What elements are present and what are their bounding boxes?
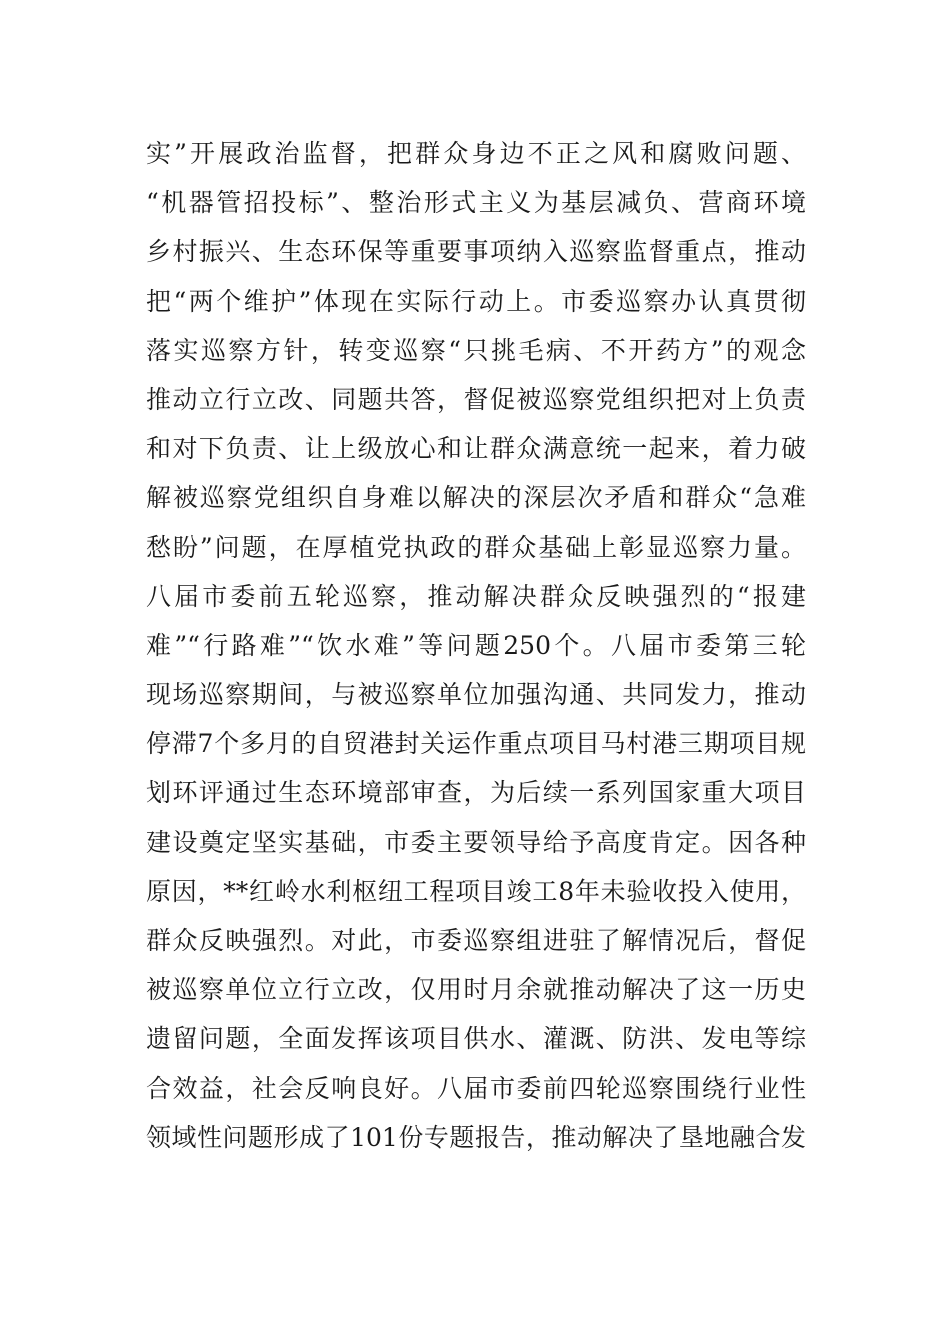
text-line: “机器管招投标”、整治形式主义为基层减负、营商环境 <box>146 188 806 218</box>
text-line: 难”“行路难”“饮水难”等问题250个。八届市委第三轮 <box>146 630 806 660</box>
body-paragraph <box>146 129 806 1162</box>
text-line: 领域性问题形成了101份专题报告，推动解决了垦地融合发 <box>146 1122 806 1152</box>
text-line: 停滞7个多月的自贸港封关运作重点项目马村港三期项目规 <box>146 729 806 759</box>
text-line: 原因，**红岭水利枢纽工程项目竣工8年未验收投入使用， <box>146 876 806 906</box>
text-line: 合效益，社会反响良好。八届市委前四轮巡察围绕行业性 <box>146 1073 806 1103</box>
text-line: 和对下负责、让上级放心和让群众满意统一起来，着力破 <box>146 434 806 464</box>
text-line: 实”开展政治监督，把群众身边不正之风和腐败问题、 <box>146 139 806 168</box>
text-line: 八届市委前五轮巡察，推动解决群众反映强烈的“报建 <box>146 581 806 611</box>
text-line: 划环评通过生态环境部审查，为后续一系列国家重大项目 <box>146 778 806 808</box>
text-line: 解被巡察党组织自身难以解决的深层次矛盾和群众“急难 <box>146 483 806 513</box>
text-line: 遗留问题，全面发挥该项目供水、灌溉、防洪、发电等综 <box>146 1024 806 1054</box>
text-line: 把“两个维护”体现在实际行动上。市委巡察办认真贯彻 <box>146 286 806 316</box>
text-line: 群众反映强烈。对此，市委巡察组进驻了解情况后，督促 <box>146 926 806 955</box>
text-line: 建设奠定坚实基础，市委主要领导给予高度肯定。因各种 <box>146 827 806 857</box>
text-line: 现场巡察期间，与被巡察单位加强沟通、共同发力，推动 <box>146 680 806 710</box>
text-line: 愁盼”问题，在厚植党执政的群众基础上彰显巡察力量。 <box>146 532 806 562</box>
text-line: 推动立行立改、同题共答，督促被巡察党组织把对上负责 <box>146 384 806 414</box>
text-line: 被巡察单位立行立改，仅用时月余就推动解决了这一历史 <box>146 975 806 1005</box>
text-line: 乡村振兴、生态环保等重要事项纳入巡察监督重点，推动 <box>146 237 806 267</box>
text-line: 落实巡察方针，转变巡察“只挑毛病、不开药方”的观念 <box>146 335 806 365</box>
